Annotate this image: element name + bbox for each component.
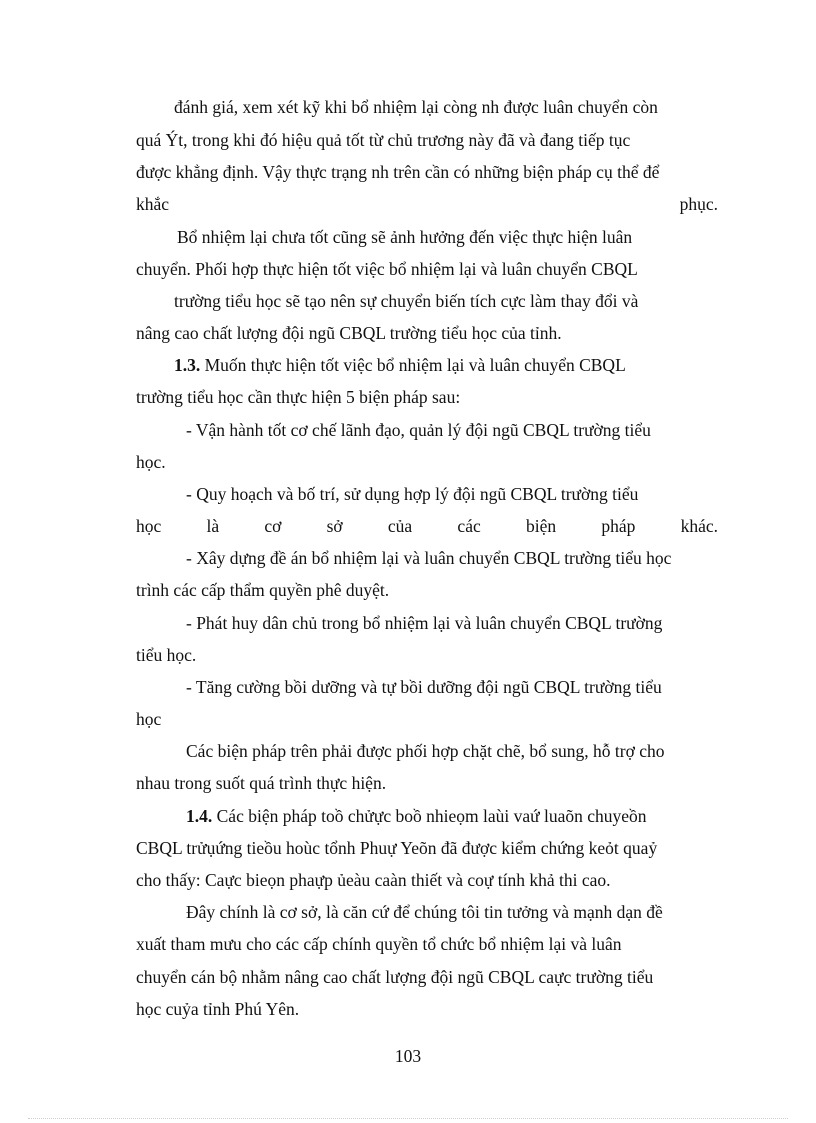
text-word: pháp [601,516,636,536]
text-line-16: trình các cấp thẩm quyền phê duyệt. [136,580,390,600]
text-word: biện [525,516,557,536]
text-run: Muốn thực hiện tốt việc bổ nhiệm lại và luân chuyển CBQL [200,355,626,375]
text-line-27: xuất tham mưu cho các cấp chính quyền tổ chức bổ nhiệm lại và luân [136,934,622,954]
text-line-1: đánh giá, xem xét kỹ khi bổ nhiệm lại còng nh được luân chuyển còn [174,97,658,117]
text-line-21: Các biện pháp trên phải được phối hợp chặt chẽ, bổ sung, hỗ trợ cho [186,741,665,761]
text-line-7: trường tiểu học sẽ tạo nên sự chuyển biến tích cực làm thay đổi và [174,291,639,311]
text-line-8: nâng cao chất lượng đội ngũ CBQL trường tiểu học của tỉnh. [136,323,562,343]
text-word: phục. [679,194,718,214]
list-item-1: - Vận hành tốt cơ chế lãnh đạo, quản lý đội ngũ CBQL trường tiểu [186,420,651,440]
text-line-12: học. [136,452,166,472]
text-word: của [387,516,413,536]
list-item-5: - Tăng cường bồi dưỡng và tự bồi dưỡng đội ngũ CBQL trường tiểu [186,677,662,697]
text-line-14 [136,515,718,537]
text-line-25: cho thấy: Caực bieọn phaựp ủeàu caàn thiết và coự tính khả thi cao. [136,870,611,890]
text-line-5: Bổ nhiệm lại chưa tốt cũng sẽ ảnh hưởng đến việc thực hiện luân [177,227,633,247]
text-line-4 [136,193,718,215]
text-line-2: quá Ýt, trong khi đó hiệu quả tốt từ chủ trương này đã và đang tiếp tục [136,130,631,150]
text-line-3: được khẳng định. Vậy thực trạng nh trên cần có những biện pháp cụ thể để [136,162,660,182]
text-line-20: học [136,709,162,729]
page-number: 103 [394,1046,422,1066]
section-number: 1.3. [174,355,201,375]
text-line-18: tiểu học. [136,645,197,665]
text-word: học [136,516,162,536]
section-heading-1-4 [186,805,647,827]
text-word: sở [326,516,343,536]
text-line-10: trường tiểu học cần thực hiện 5 biện pháp sau: [136,387,461,407]
text-word: cơ [264,516,282,536]
text-line-22: nhau trong suốt quá trình thực hiện. [136,773,387,793]
section-heading-1-3 [174,354,626,376]
text-word: khắc [136,194,170,214]
list-item-2: - Quy hoạch và bố trí, sử dụng hợp lý đội ngũ CBQL trường tiểu [186,484,639,504]
text-run: Các biện pháp toồ chửực boồ nhieọm laùi vaứ luaõn chuyeồn [212,806,647,826]
list-item-3: - Xây dựng đề án bổ nhiệm lại và luân chuyển CBQL trường tiểu học [186,548,672,568]
page-bottom-divider [28,1118,788,1119]
text-line-6: chuyển. Phối hợp thực hiện tốt việc bổ nhiệm lại và luân chuyển CBQL [136,259,638,279]
text-word: là [206,516,220,536]
text-line-24: CBQL trửụứng tieồu hoùc tổnh Phuự Yeõn đã được kiểm chứng keỏt quaỷ [136,838,658,858]
text-line-29: học cuỷa tỉnh Phú Yên. [136,999,300,1019]
text-word: khác. [680,516,718,536]
text-word: các [457,516,481,536]
section-number: 1.4. [186,806,213,826]
list-item-4: - Phát huy dân chủ trong bổ nhiệm lại và luân chuyển CBQL trường [186,613,663,633]
text-line-26: Đây chính là cơ sở, là căn cứ để chúng tôi tin tưởng và mạnh dạn đề [186,902,663,922]
text-line-28: chuyển cán bộ nhằm nâng cao chất lượng đội ngũ CBQL caực trường tiểu [136,967,654,987]
